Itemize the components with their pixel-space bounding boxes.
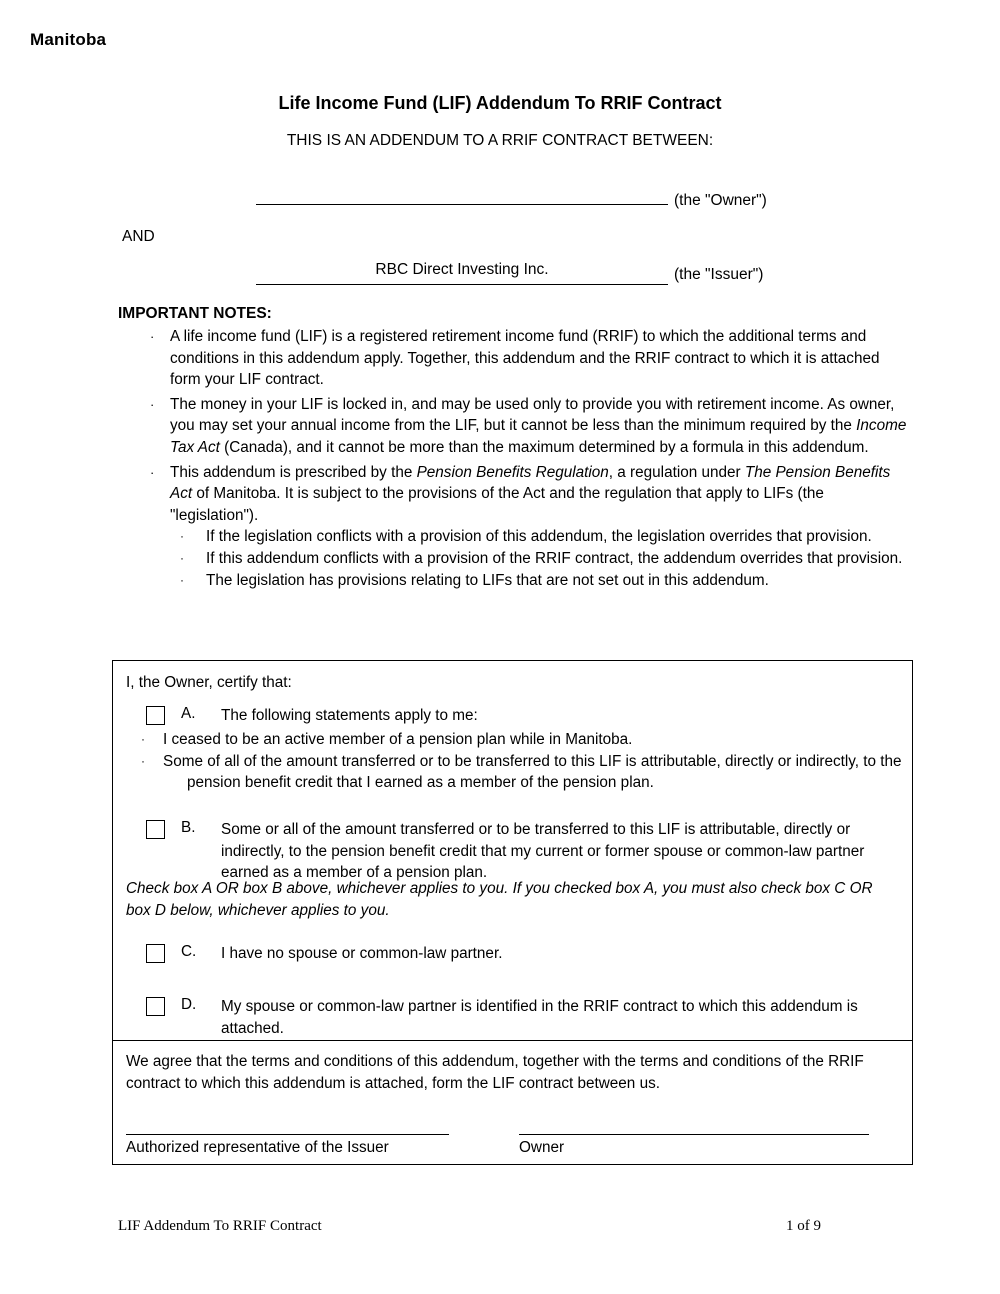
- page-subtitle: THIS IS AN ADDENDUM TO A RRIF CONTRACT BETWEEN:: [286, 132, 714, 149]
- note-sub-text: The legislation has provisions relating to LIFs that are not set out in this addendum.: [206, 571, 769, 589]
- bullet-icon: ·: [150, 396, 155, 412]
- owner-signature-row: [256, 192, 668, 210]
- note-text-part: (Canada), and it cannot be more than the maximum determined by a formula in this addendum.: [219, 438, 869, 456]
- issuer-signature-line[interactable]: [126, 1134, 449, 1135]
- bullet-icon: ·: [150, 329, 155, 344]
- note-text: [170, 394, 908, 459]
- note-italic-citation: Income Tax Act: [170, 417, 907, 456]
- note-item: [148, 326, 908, 391]
- checkbox-option-d[interactable]: [146, 997, 165, 1016]
- owner-signature-label: Owner: [519, 1139, 565, 1156]
- checkbox-option-c[interactable]: [146, 944, 165, 963]
- option-c-text: I have no spouse or common-law partner.: [221, 945, 503, 962]
- note-text-part: The money in your LIF is locked in, and may be used only to provide you with retirement income. As owner, you may set your annual income from the LIF, but it cannot be less than the minimum required by the: [170, 395, 895, 435]
- province-header: Manitoba: [30, 30, 107, 49]
- and-label: AND: [122, 228, 155, 245]
- note-text-part: This addendum is prescribed by the: [170, 463, 417, 481]
- option-a-letter: A.: [181, 705, 196, 722]
- issuer-underline: [256, 284, 668, 285]
- note-sub-text: If this addendum conflicts with a provision of the RRIF contract, the addendum overrides that provision.: [206, 549, 903, 567]
- note-text-part: , a regulation under: [608, 463, 745, 481]
- option-b-letter: B.: [181, 819, 196, 836]
- note-sub-item: · If this addendum conflicts with a provision of the RRIF contract, the addendum overrides that provision.: [180, 549, 903, 567]
- issuer-name-field[interactable]: RBC Direct Investing Inc.: [375, 261, 549, 278]
- certification-intro: I, the Owner, certify that:: [126, 674, 292, 691]
- note-sub-item: · If the legislation conflicts with a provision of this addendum, the legislation overrides that provision.: [180, 528, 872, 546]
- note-item: [148, 462, 908, 592]
- note-item: [148, 394, 908, 459]
- footer-page-number: 1 of 9: [786, 1218, 821, 1234]
- owner-signature-line[interactable]: [519, 1134, 869, 1135]
- important-notes-heading: IMPORTANT NOTES:: [118, 305, 272, 322]
- note-sub-item: · The legislation has provisions relating to LIFs that are not set out in this addendum.: [180, 571, 769, 589]
- option-a-sub-text: I ceased to be an active member of a pension plan while in Manitoba.: [163, 731, 633, 748]
- option-a-text: The following statements apply to me:: [221, 707, 478, 724]
- note-text: A life income fund (LIF) is a registered retirement income fund (RRIF) to which the additional terms and conditions in this addendum apply. Together, this addendum and the RRIF contract to which it is attached form your LIF contract.: [170, 328, 880, 389]
- page-title: Life Income Fund (LIF) Addendum To RRIF Contract: [278, 93, 722, 113]
- option-a-sub-text: Some of all of the amount transferred or to be transferred to this LIF is attributable, directly or indirectly, to the pension benefit credit that I earned as a member of the pension plan.: [163, 752, 902, 792]
- option-a-sub-list: [141, 729, 908, 794]
- note-text: [170, 462, 908, 527]
- option-b-text: Some or all of the amount transferred or to be transferred to this LIF is attributable, directly or indirectly, to the pension benefit credit that my current or former spouse or common-law partner earned as a member of a pension plan.: [221, 821, 865, 882]
- note-italic-citation: The Pension Benefits Act: [170, 463, 891, 503]
- note-italic-citation: Pension Benefits Regulation: [416, 463, 609, 481]
- option-d-text: My spouse or common-law partner is identified in the RRIF contract to which this addendum is attached.: [221, 998, 858, 1037]
- certification-instruction-note: Check box A OR box B above, whichever applies to you. If you checked box A, you must also check box C OR box D below, whichever applies to you.: [126, 880, 873, 919]
- option-a-sub-item: · I ceased to be an active member of a pension plan while in Manitoba.: [141, 731, 633, 748]
- issuer-signature-label: Authorized representative of the Issuer: [126, 1139, 389, 1156]
- option-a-sub-item: · Some of all of the amount transferred or to be transferred to this LIF is attributable, directly or indirectly, to the pension benefit credit that I earned as a member of the pension plan.: [141, 752, 902, 792]
- issuer-tag-label: (the "Issuer"): [674, 266, 764, 283]
- option-c-letter: C.: [181, 943, 197, 960]
- checkbox-option-a[interactable]: [146, 706, 165, 725]
- owner-tag-label: (the "Owner"): [674, 192, 767, 209]
- note-text-part: of Manitoba. It is subject to the provisions of the Act and the regulation that apply to LIFs (the "legislation").: [170, 485, 824, 524]
- option-d-letter: D.: [181, 996, 197, 1013]
- bullet-icon: ·: [150, 464, 155, 480]
- certification-divider: [113, 1040, 912, 1041]
- note-sub-list: [170, 526, 908, 591]
- note-sub-text: If the legislation conflicts with a provision of this addendum, the legislation overrides that provision.: [206, 528, 872, 546]
- certification-box: [112, 660, 913, 1165]
- owner-name-field[interactable]: [256, 204, 668, 205]
- checkbox-option-b[interactable]: [146, 820, 165, 839]
- footer-document-name: LIF Addendum To RRIF Contract: [118, 1218, 322, 1234]
- agreement-text: We agree that the terms and conditions of this addendum, together with the terms and conditions of the RRIF contract to which this addendum is attached, form the LIF contract between us.: [126, 1053, 864, 1092]
- important-notes-list: [148, 326, 908, 591]
